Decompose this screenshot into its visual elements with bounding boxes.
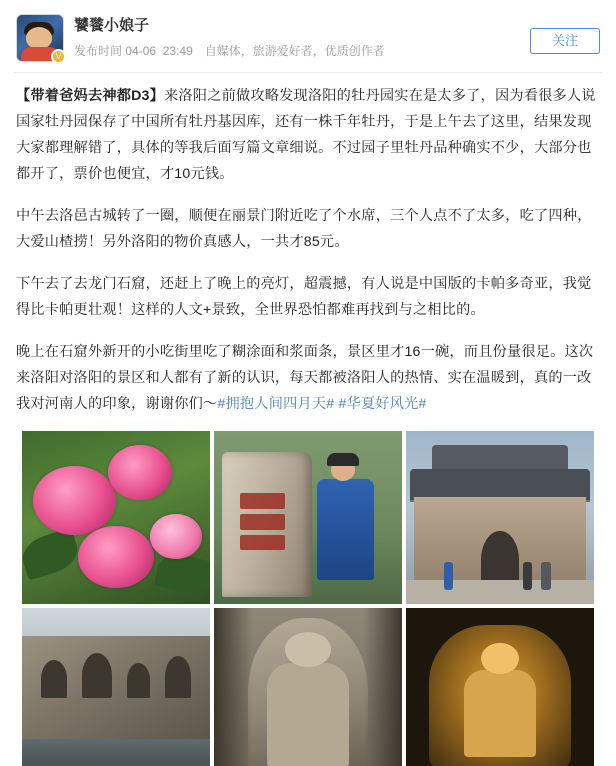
photo-grotto-cliff xyxy=(22,608,210,766)
publish-label: 发布时间 xyxy=(74,44,123,58)
photo-thumbnail[interactable] xyxy=(214,431,402,604)
author-info xyxy=(74,14,522,59)
paragraph-1-lead: 【带着爸妈去神都D3】 xyxy=(16,88,165,104)
photo-stone-stele xyxy=(214,431,402,604)
paragraph-4-text: 晚上在石窟外新开的小吃街里吃了糊涂面和浆面条，景区里才16一碗，而且份量很足。这次来洛阳对洛阳的景区和人都有了新的认识，每天都被洛阳人的热情、实在温暖到，真的一改我对河南人的印象，谢谢你们～ xyxy=(16,344,594,412)
publish-date: 04-06 xyxy=(125,44,157,58)
photo-grid xyxy=(0,429,616,766)
author-tags: 自媒体，旅游爱好者，优质创作者 xyxy=(204,44,385,58)
paragraph-1 xyxy=(16,83,600,187)
paragraph-3: 下午去了去龙门石窟，还赶上了晚上的亮灯，超震撼，有人说是中国版的卡帕多奇亚，我觉得比卡帕更壮观！这样的人文+景致，全世界恐怕都难再找到与之相比的。 xyxy=(16,276,592,318)
photo-thumbnail[interactable] xyxy=(406,608,594,766)
photo-thumbnail[interactable] xyxy=(22,608,210,766)
post-header xyxy=(0,0,616,68)
verified-badge-icon: V xyxy=(51,49,66,64)
hashtag-link-2[interactable]: #华夏好风光# xyxy=(338,396,427,412)
post-content xyxy=(0,73,616,429)
paragraph-2: 中午去洛邑古城转了一圈，顺便在丽景门附近吃了个水席，三个人点不了太多，吃了四种，大爱山楂捞！另外洛阳的物价真感人，一共才85元。 xyxy=(16,208,592,250)
photo-great-buddha xyxy=(214,608,402,766)
photo-thumbnail[interactable] xyxy=(406,431,594,604)
avatar-face xyxy=(26,27,52,49)
photo-golden-buddha xyxy=(406,608,594,766)
photo-thumbnail[interactable] xyxy=(214,608,402,766)
publish-time: 23:49 xyxy=(162,44,193,58)
author-name[interactable]: 饕餮小娘子 xyxy=(74,17,150,34)
photo-thumbnail[interactable] xyxy=(22,431,210,604)
avatar[interactable] xyxy=(16,14,64,62)
post-meta xyxy=(74,43,522,59)
paragraph-1-text: 来洛阳之前做攻略发现洛阳的牡丹园实在是太多了，因为看很多人说国家牡丹园保存了中国所有牡丹基因库，还有一株千年牡丹，于是上午去了这里，结果发现大家都理解错了，具体的等我后面写篇文章细说。不过园子里牡丹品种确实不少，大部分也都开了，票价也便宜，才10元钱。 xyxy=(16,88,596,182)
paragraph-4 xyxy=(16,339,600,417)
photo-peony-closeup xyxy=(22,431,210,604)
follow-button[interactable]: 关注 xyxy=(530,28,600,54)
hashtag-link-1[interactable]: #拥抱人间四月天# xyxy=(217,396,335,412)
photo-city-gate xyxy=(406,431,594,604)
